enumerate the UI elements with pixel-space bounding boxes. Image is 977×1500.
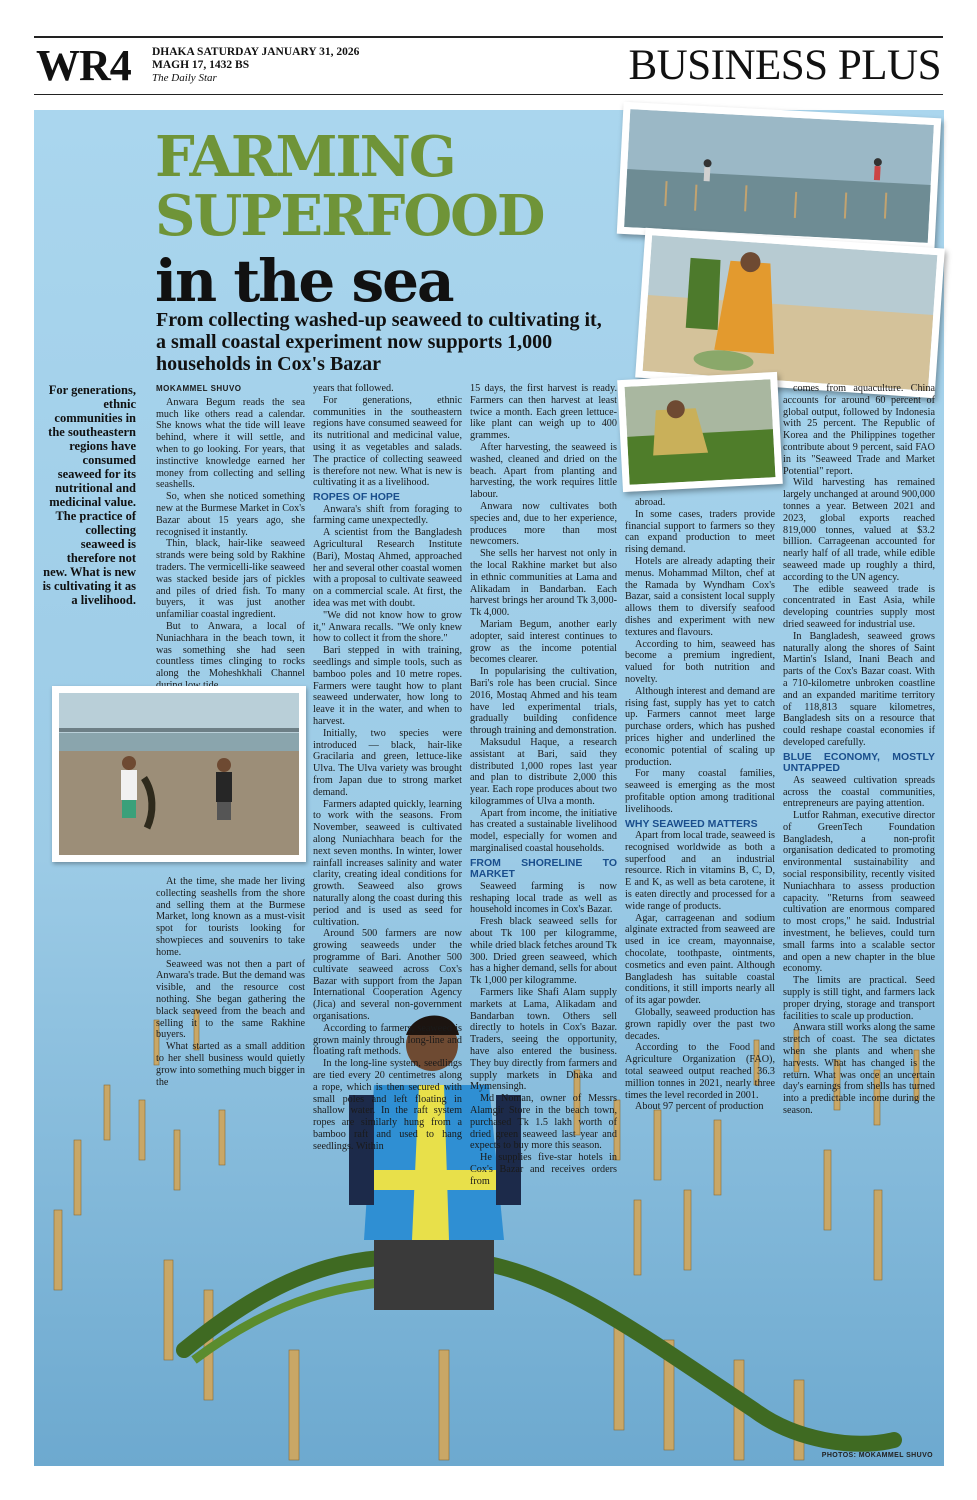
- paragraph: In popularising the cultivation, Bari's role has been crucial. Since 2016, Mostaq Ahmed and his team have led experimental trials, gradually building confidence through training and demonstration.: [470, 666, 617, 737]
- photo-farmers-in-water: [617, 102, 941, 250]
- paragraph: Maksudul Haque, a research assistant at Bari, said they distributed 1,000 ropes last year and plan to distribute 2,000 this year. Each rope produces about two kilogrammes of Ulva a month.: [470, 736, 617, 807]
- paragraph: A scientist from the Bangladesh Agricultural Research Institute (Bari), Mostaq Ahmed, approached her and several other coastal women with a proposal to cultivate seaweed on a commercial scale. At first, the idea was met with doubt.: [313, 527, 462, 610]
- subhead-blue-economy: BLUE ECONOMY, MOSTLY UNTAPPED: [783, 750, 935, 775]
- paragraph: Around 500 farmers are now growing seaweeds under the programme of Bari. Another 500 cultivate seaweed across Cox's Bazar with support from the Japan International Cooperation Agency (Jica) and several non-government organisations.: [313, 928, 462, 1022]
- paragraph: But to Anwara, a local of Nuniachhara in the beach town, it was something she had seen countless times clinging to rocks along the Moheshkhali Channel: [156, 620, 305, 680]
- paragraph: The limits are practical. Seed supply is still tight, and farmers lack proper drying, storage and transport facilities to scale up production.: [783, 975, 935, 1022]
- paragraph: Anwara now cultivates both species and, due to her experience, produces more than most newcomers.: [470, 500, 617, 548]
- paragraph: Apart from local trade, seaweed is recognised worldwide as both a superfood and an industrial resource. Rich in vitamins B, C, D, E and K, as well as beta carotene, it is eaten directly and processed for a wide range of products.: [625, 830, 775, 912]
- paragraph: "We did not know how to grow it," Anwara recalls. "We only knew how to collect it from the shore.": [313, 609, 462, 645]
- paragraph: Hotels are already adapting their menus. Mohammad Milton, chef at the Ramada by Wyndham Cox's Bazar, said a consistent local supply allows them to diversify seafood dishes and experiment with new textures and flavours.: [625, 555, 775, 638]
- paragraph: About 97 percent of production: [635, 1101, 764, 1113]
- headline-deck: From collecting washed-up seaweed to cultivating it, a small coastal experiment now supports 1,000 households in Cox's Bazar: [156, 309, 602, 375]
- paragraph: Initially, two species were introduced — black, hair-like Gracilaria and green, lettuce-like Ulva. The Ulva variety was brought from Japan due to strong market demand.: [313, 727, 462, 798]
- paragraph: Lutfor Rahman, executive director of GreenTech Foundation Bangladesh, a non-profit organisation dedicated to promoting environmental sustainability and social responsibility, recently visited Nuniachhara to assess production capacity. "Returns from seaweed cultivation are enormous compared to most crops," he said. Industrial investment, he believes, could turn small farms into a scalable sector and open a new chapter in the blue economy.: [783, 810, 935, 975]
- photo-woman-with-seaweed: [635, 228, 945, 399]
- paragraph: Thin, black, hair-like seaweed strands were being sold by Rakhine traders. The vermicelli-like seaweed was stacked beside jars of pickles and piles of dried fish. To many buyers, it was just another unfamiliar coastal ingredient.: [156, 538, 305, 621]
- paragraph: He supplies five-star hotels in Cox's Bazar and receives orders from: [470, 1152, 617, 1187]
- paragraph: So, when she noticed something new at the Burmese Market in Cox's Bazar about 15 years ago, she recognised it instantly.: [156, 491, 305, 538]
- paragraph: At the time, she made her living collecting seashells from the shore and selling them at the Burmese Market, long known as a must-visit spot for tourists looking for showpieces and souvenirs to take home.: [156, 876, 305, 958]
- paragraph: After harvesting, the seaweed is washed, cleaned and dried on the beach. Apart from planting and harvesting, the work requires little labour.: [470, 441, 617, 501]
- date-block: [152, 46, 359, 85]
- photo-credit: PHOTOS: MOKAMMEL SHUVO: [821, 1452, 933, 1459]
- paragraph: For many coastal families, seaweed is emerging as the most profitable option among traditional livelihoods.: [625, 768, 775, 815]
- paragraph: Mariam Begum, another early adopter, said interest continues to grow as the income potential becomes clearer.: [470, 618, 617, 666]
- column-4: [625, 497, 775, 1113]
- photo-men-carrying-seaweed: [52, 686, 306, 862]
- paragraph: Globally, seaweed production has grown rapidly over the past two decades.: [625, 1006, 775, 1042]
- section-title: BUSINESS PLUS: [628, 42, 941, 89]
- paragraph: As seaweed cultivation spreads across the coastal communities, entrepreneurs are paying attention.: [783, 774, 935, 810]
- headline-line-2: SUPERFOOD: [155, 183, 544, 249]
- paragraph: Farmers adapted quickly, learning to work with the seasons. From November, seaweed is cultivated along Nuniachhara beach for the next seven months. In winter, lower rainfall increases salinity and water clarity, creating ideal conditions for growth. Seaweed also grows naturally along the coast during this period and is used as seed for cultivation.: [313, 798, 462, 928]
- paragraph: In some cases, traders provide financial support to farmers so they can expand production to meet rising demand.: [625, 508, 775, 556]
- paragraph: In the long-line system, seedlings are tied every 20 centimetres along a rope, which is then secured with small poles and left floating in shallow water. In the raft system ropes are similarly hung from a bamboo raft and used to hang seedlings. Within: [313, 1058, 462, 1152]
- column-1-continued: [156, 876, 305, 1088]
- paragraph: Seaweed was not then a part of Anwara's trade. But the demand was visible, and the resource cost nothing. She began gathering the black seaweed from the beach and selling it to the same Rakhine buyers.: [156, 958, 305, 1041]
- paragraph: Apart from income, the initiative has created a sustainable livelihood model, especially for women and marginalised coastal households.: [470, 807, 617, 855]
- header-rule: [34, 94, 943, 95]
- subhead-shoreline-to-market: FROM SHORELINE TO MARKET: [470, 856, 617, 881]
- pull-quote: For generations, ethnic communities in the southeastern regions have consumed seaweed for its nutritional and medicinal value. The practice of collecting seaweed is therefore not new. What is new is cultivating it as a livelihood.: [42, 383, 136, 607]
- paragraph: According to the Food and Agriculture Organization (FAO), total seaweed output reached 36.3 million tonnes in 2021, nearly three times the level recorded in 2001.: [625, 1042, 775, 1101]
- paragraph: Agar, carrageenan and sodium alginate extracted from seaweed are used in ice cream, mayonnaise, chocolate, toothpaste, ointments, cosmetics and even paint. Although Bangladesh has suitable coastal conditions, it still imports nearly all of its agar powder.: [625, 912, 775, 1007]
- paragraph: Although interest and demand are rising fast, supply has yet to catch up. Farmers cannot meet large purchase orders, which has pushed prices higher and underlined the economic potential of scaling up production.: [625, 685, 775, 768]
- paragraph: abroad.: [635, 497, 666, 508]
- paragraph: According to him, seaweed has become a premium ingredient, valued for both nutrition and novelty.: [625, 638, 775, 685]
- column-2: [313, 383, 462, 1153]
- column-5: [783, 383, 935, 1117]
- page-number: WR4: [36, 41, 131, 90]
- top-rule: [34, 36, 943, 38]
- paragraph: Anwara's shift from foraging to farming came unexpectedly.: [313, 503, 462, 527]
- byline: MOKAMMEL SHUVO: [156, 384, 242, 393]
- headline-line-1: FARMING: [155, 124, 455, 190]
- paragraph: What started as a small addition to her shell business would quietly grow into something much bigger in the: [156, 1041, 305, 1088]
- headline-line-3: in the sea: [155, 247, 453, 315]
- paragraph: years that followed.: [313, 383, 394, 394]
- paragraph: The edible seaweed trade is concentrated in East Asia, while developing countries supply most dried seaweed for industrial use.: [783, 583, 935, 630]
- date-line: DHAKA SATURDAY JANUARY 31, 2026: [152, 46, 360, 58]
- newspaper-logo: The Daily Star: [152, 72, 217, 84]
- paragraph: She sells her harvest not only in the local Rakhine market but also in ethnic communities at Lama and Alikadam in Bandarban. Each harvest brings her around Tk 3,000-Tk 4,000.: [470, 548, 617, 619]
- paragraph: comes from aquaculture. China accounts for around 60 percent of global output, followed by Indonesia with 25 percent. The Republic of Korea and the Philippines together contribute about 9 percent, said FAO in its "Seaweed Trade and Market Potential" report.: [783, 383, 935, 477]
- subhead-why-seaweed-matters: WHY SEAWEED MATTERS: [625, 817, 758, 830]
- column-3: [470, 383, 617, 1188]
- paragraph: Farmers like Shafi Alam supply markets at Lama, Alikadam and Bandarban town. Others sell directly to hotels in Cox's Bazar. Traders, seeing the opportunity, have also entered the business. They buy directly from farmers and supply markets in Dhaka and Mymensingh.: [470, 987, 617, 1093]
- paragraph: Anwara Begum reads the sea much like others read a calendar. She knows what the tide will leave behind, where it will settle, and when to go looking. For years, that instinctive knowledge earned her money from collecting and selling seashells.: [156, 396, 305, 491]
- paragraph: For generations, ethnic communities in the southeastern regions have consumed seaweed for its nutritional and medicinal value, using it as vegetables and salads. The practice of collecting seaweed is therefore not new. What is new is cultivating it as a livelihood.: [313, 394, 462, 489]
- subhead-ropes-of-hope: ROPES OF HOPE: [313, 491, 400, 504]
- bangla-date: MAGH 17, 1432 BS: [152, 59, 250, 71]
- paragraph: According to farmers, seaweed is grown mainly through long-line and floating raft methods.: [313, 1022, 462, 1058]
- paragraph: 15 days, the first harvest is ready. Farmers can then harvest at least twice a month. Each green lettuce-like plant can weigh up to 400 grammes.: [470, 383, 617, 442]
- paragraph: Fresh black seaweed sells for about Tk 100 per kilogramme, while dried black fetches around Tk 300. Dried green seaweed, which has a higher demand, sells for about Tk 1,000 per kilogramme.: [470, 916, 617, 987]
- paragraph: In Bangladesh, seaweed grows naturally along the shores of Saint Martin's Island, Inani Beach and parts of the Cox's Bazar coast. With a 710-kilometre unbroken coastline and an expanded maritime territory of 118,813 square kilometres, Bangladesh sits on a resource that could reshape coastal economies if developed carefully.: [783, 630, 935, 748]
- paragraph: Md Noman, owner of Messrs Alamgir Store in the beach town, purchased Tk 1.5 lakh worth of dried green seaweed last year and expects to buy more this season.: [470, 1093, 617, 1152]
- paragraph: Seaweed farming is now reshaping local trade as well as household incomes in Cox's Bazar.: [470, 880, 617, 916]
- paragraph: Bari stepped in with training, seedlings and simple tools, such as bamboo poles and 10 metre ropes. Farmers were taught how to plant seaweed underwater, how long to leave it in the water, and when to harvest.: [313, 645, 462, 728]
- paragraph: Wild harvesting has remained largely unchanged at around 900,000 tonnes a year. Between 2021 and 2023, global exports reached 819,000 tonnes, valued at $3.2 billion. Carrageenan accounted for nearly half of all trade, while edible seaweed made up roughly a third, according to the UN agency.: [783, 477, 935, 583]
- photo-woman-sorting-seaweed: [617, 372, 783, 492]
- paragraph: Anwara still works along the same stretch of coast. The sea dictates when she plants and when she harvests. What has changed is the return. What was once an uncertain day's earnings from shells has turned into a predictable income during the season.: [783, 1022, 935, 1117]
